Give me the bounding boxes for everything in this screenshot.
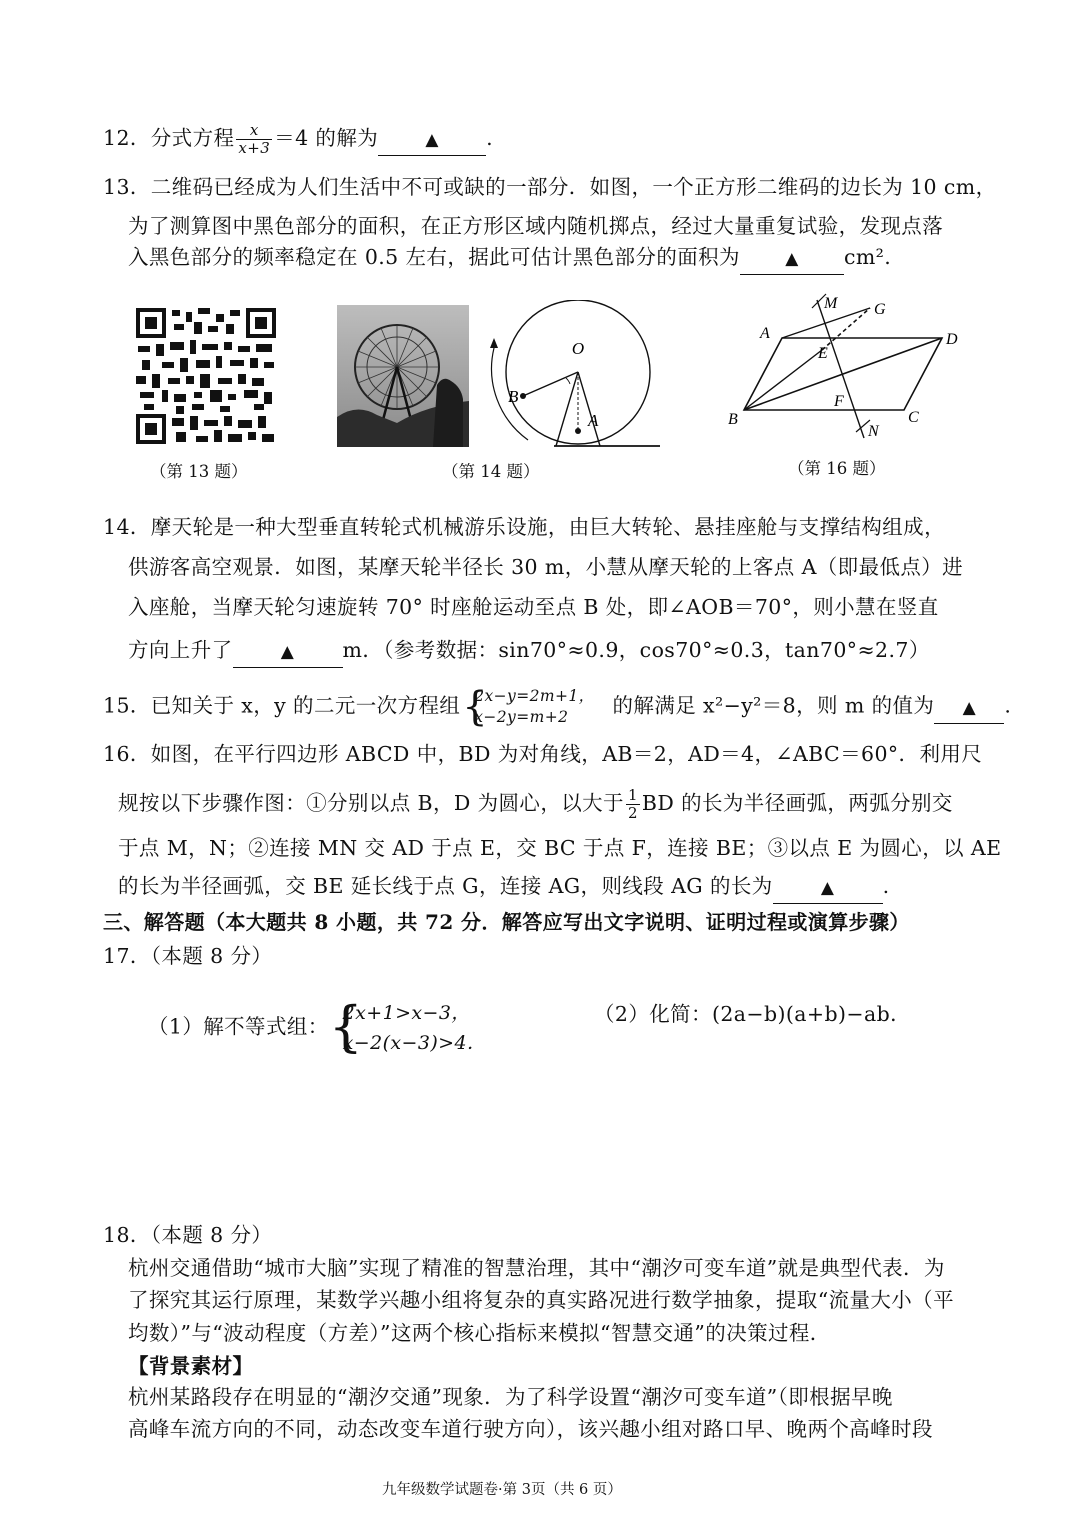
caption-fig14: （第 14 题）: [442, 462, 540, 481]
q12-suffix: ＝4 的解为: [274, 126, 379, 150]
q16-line2-start: 规按以下步骤作图：①分别以点 B，D 为圆心，以大于: [118, 791, 624, 815]
q14-line4-end: m．（参考数据：sin70°≈0.9，cos70°≈0.3，tan70°≈2.7）: [342, 638, 930, 662]
q13-line1: 13．二维码已经成为人们生活中不可或缺的一部分．如图，一个正方形二维码的边长为 10 cm，: [103, 175, 997, 199]
q13-line3: [128, 242, 891, 275]
q18-line5: 高峰车流方向的不同，动态改变车道行驶方向），该兴趣小组对路口早、晚两个高峰时段: [128, 1417, 933, 1441]
q13-answer-blank: ▲: [740, 242, 844, 275]
q18-line4: 杭州某路段存在明显的“潮汐交通”现象．为了科学设置“潮汐可变车道”（即根据早晚: [128, 1385, 893, 1409]
q16-line4: [118, 871, 890, 904]
q13-unit: cm².: [843, 245, 892, 269]
q16-end: .: [882, 874, 890, 898]
fig16-label-B: B: [728, 411, 738, 428]
fig14-label-A: A: [588, 411, 599, 430]
q12-frac-num: x: [236, 122, 272, 140]
caption-fig16: （第 16 题）: [788, 459, 886, 478]
question-12: [103, 122, 493, 157]
q15-eq1: 2x−y=2m+1，: [474, 687, 595, 705]
page-footer: 九年级数学试题卷·第 3页（共 6 页）: [382, 1482, 622, 1498]
q17-part2: （2）化简：(2a−b)(a+b)−ab．: [594, 1002, 912, 1026]
q17-part1: [148, 995, 487, 1058]
q18-background-heading: 【背景素材】: [128, 1354, 254, 1378]
q18-line1: 杭州交通借助“城市大脑”实现了精准的智慧治理，其中“潮汐可变车道”就是典型代表．为: [128, 1256, 945, 1280]
q16-line3: 于点 M，N；②连接 MN 交 AD 于点 E，交 BC 于点 F，连接 BE；③以点 E 为圆心，以 AE: [118, 836, 1002, 860]
q17-ineq1: 2x+1>x−3，: [342, 1002, 471, 1024]
q17-ineq2: x−2(x−3)>4．: [342, 1032, 487, 1054]
q14-line2: 供游客高空观景．如图，某摩天轮半径长 30 m，小慧从摩天轮的上客点 A（即最低点）进: [128, 555, 964, 579]
q16-half-fraction: $\frac{1}{2}$: [627, 786, 638, 822]
q17-inequality-system: { 2x+1>x−3， x−2(x−3)>4．: [328, 995, 487, 1058]
fig16-label-G: G: [874, 301, 886, 318]
q12-answer-blank: ▲: [378, 123, 486, 156]
q14-line4: [128, 635, 930, 668]
caption-fig13: （第 13 题）: [150, 462, 248, 481]
q13-line2: 为了测算图中黑色部分的面积，在正方形区域内随机掷点，经过大量重复试验，发现点落: [128, 214, 944, 238]
q15-answer-blank: ▲: [934, 691, 1004, 724]
q18-line3: 均数）”与“波动程度（方差）”这两个核心指标来模拟“智慧交通”的决策过程．: [128, 1321, 831, 1345]
fig16-label-F: F: [834, 393, 844, 410]
q17-heading: 17．（本题 8 分）: [103, 944, 273, 968]
q14-line3: 入座舱，当摩天轮匀速旋转 70° 时座舱运动至点 B 处，即∠AOB＝70°，则小慧在竖直: [128, 595, 939, 619]
q16-line1: 16．如图，在平行四边形 ABCD 中，BD 为对角线，AB＝2，AD＝4，∠ABC＝60°．利用尺: [103, 742, 983, 766]
fig16-label-N: N: [868, 423, 879, 440]
section-3-heading: 三、解答题（本大题共 8 小题，共 72 分．解答应写出文字说明、证明过程或演算步骤）: [103, 910, 910, 934]
fig14-label-B: B: [508, 387, 519, 406]
q12-frac-den: x+3: [238, 139, 271, 157]
ferris-wheel-diagram: [484, 300, 662, 452]
fig16-label-E: E: [818, 345, 828, 362]
q15-eq2: x−2y=m+2: [474, 708, 569, 726]
q12-prefix: 12．分式方程: [103, 126, 235, 150]
q12-end: .: [486, 126, 494, 150]
fig16-label-A: A: [760, 325, 770, 342]
fig16-label-M: M: [824, 295, 838, 312]
q16-line4-text: 的长为半径画弧，交 BE 延长线于点 G，连接 AG，则线段 AG 的长为: [118, 874, 773, 898]
q15-end: .: [1004, 693, 1012, 718]
fig16-label-C: C: [908, 409, 919, 426]
q15-equation-system: { 2x−y=2m+1， x−2y=m+2: [462, 684, 595, 730]
q14-answer-blank: ▲: [233, 635, 343, 668]
q15-prefix: 15．已知关于 x，y 的二元一次方程组: [103, 693, 461, 718]
q13-line3-text: 入黑色部分的频率稳定在 0.5 左右，据此可估计黑色部分的面积为: [128, 245, 740, 269]
fig14-label-O: O: [571, 339, 585, 358]
q14-line1: 14．摩天轮是一种大型垂直转轮式机械游乐设施，由巨大转轮、悬挂座舱与支撑结构组成，: [103, 515, 945, 539]
q16-answer-blank: ▲: [773, 871, 883, 904]
q15-suffix: 的解满足 x²−y²＝8，则 m 的值为: [612, 693, 935, 718]
question-15: [103, 686, 1011, 728]
ferris-wheel-photo: [337, 305, 469, 447]
q17-part1-label: （1）解不等式组：: [148, 1014, 329, 1039]
parallelogram-diagram: [722, 288, 972, 448]
q16-line2-end: BD 的长为半径画弧，两弧分别交: [641, 791, 953, 815]
qr-code-figure: [136, 308, 276, 444]
q16-line2: [118, 787, 953, 822]
q18-heading: 18．（本题 8 分）: [103, 1223, 273, 1247]
fig16-label-D: D: [946, 331, 958, 348]
q18-line2: 了探究其运行原理，某数学兴趣小组将复杂的真实路况进行数学抽象，提取“流量大小（平: [128, 1288, 954, 1312]
q14-line4-start: 方向上升了: [128, 638, 233, 662]
q12-fraction: [236, 122, 272, 157]
